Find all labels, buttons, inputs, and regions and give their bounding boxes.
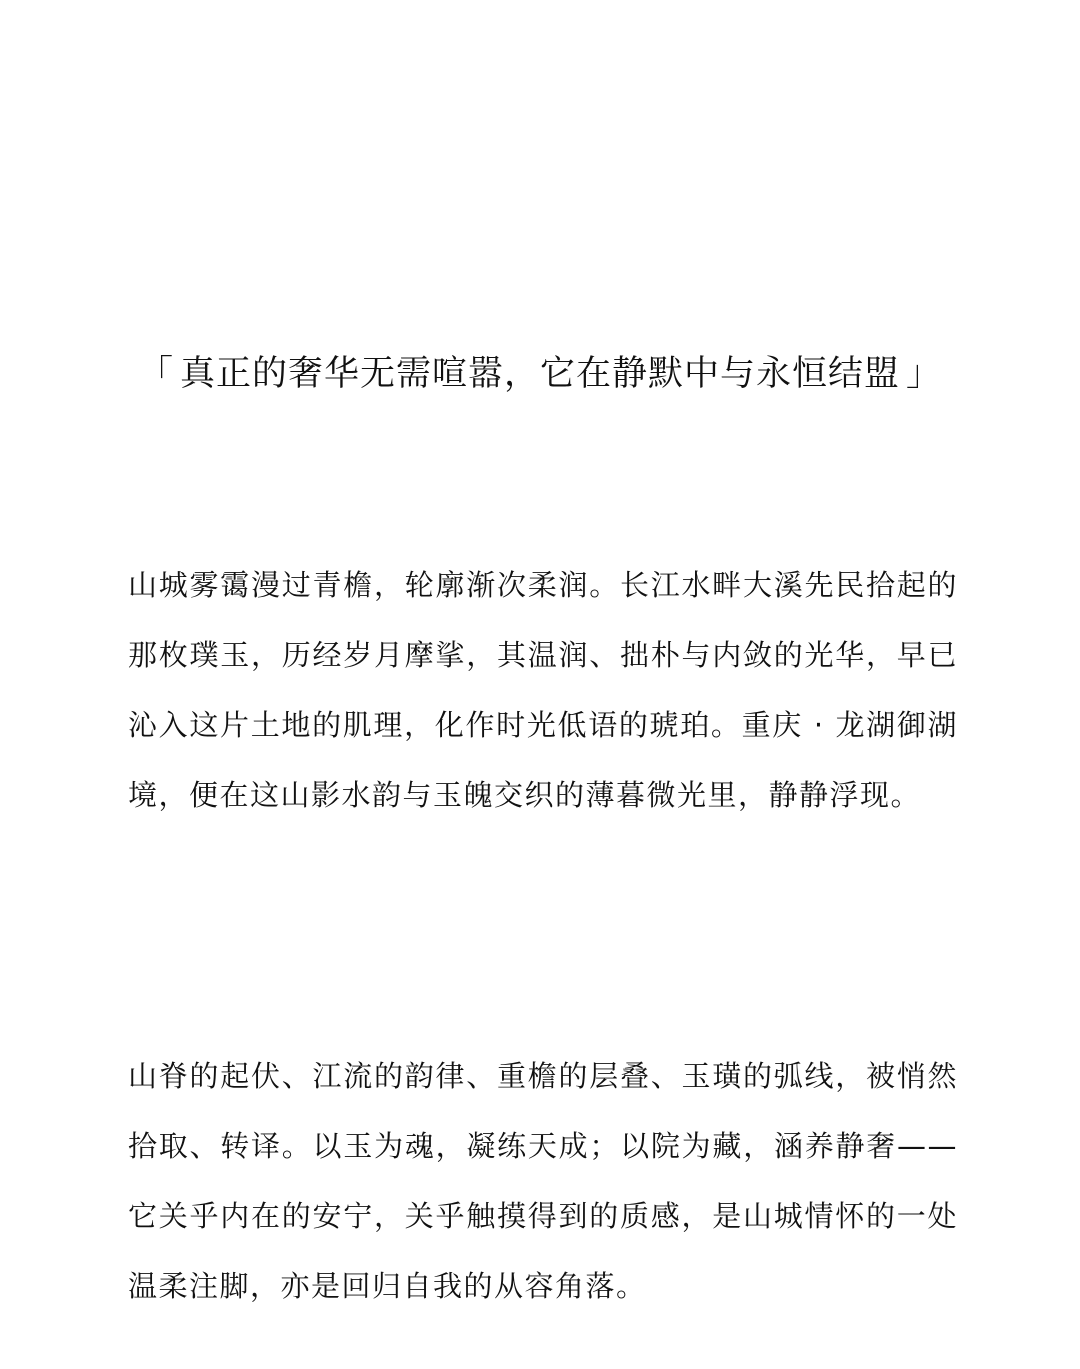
paragraph-design: 山脊的起伏、江流的韵律、重檐的层叠、玉璜的弧线，被悄然拾取、转译。以玉为魂，凝练天成；以院为藏，涵养静奢——它关乎内在的安宁，关乎触摸得到的质感，是山城情怀的一处温柔注脚，亦是回归自我的从容角落。 bbox=[128, 1059, 958, 1303]
headline-text: 真正的奢华无需喧嚣，它在静默中与永恒结盟 bbox=[179, 354, 900, 394]
close-quote-mark: 」 bbox=[906, 354, 943, 394]
open-quote-mark: 「 bbox=[137, 354, 174, 394]
paragraph-intro: 山城雾霭漫过青檐，轮廓渐次柔润。长江水畔大溪先民拾起的那枚璞玉，历经岁月摩挲，其温润、拙朴与内敛的光华，早已沁入这片土地的肌理，化作时光低语的琥珀。重庆 · 龙湖御湖境，便在这山影水韵与玉魄交织的薄暮微光里，静静浮现。 bbox=[128, 568, 958, 812]
headline bbox=[0, 346, 1080, 402]
